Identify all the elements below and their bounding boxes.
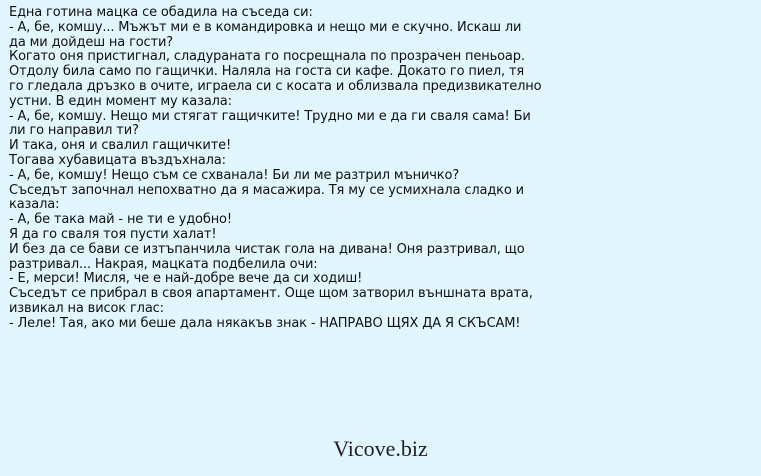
joke-line: И без да се бави се изтъпанчила чистак гола на дивана! Оня разтривал, що (9, 241, 525, 257)
joke-line: - Леле! Тая, ако ми беше дала някакъв знак - НАПРАВО ЩЯХ ДА Я СКЪСАМ! (9, 315, 521, 331)
site-watermark: Vicove.biz (333, 436, 428, 461)
joke-line: устни. В един момент му казала: (9, 93, 232, 109)
joke-line: - А, бе, комшу! Нещо съм се схванала! Би ли ме разтрил мъничко? (9, 167, 460, 183)
joke-line: - Е, мерси! Мисля, че е най-добре вече да си ходиш! (9, 271, 363, 287)
joke-line: Съседът започнал непохватно да я масажира. Тя му се усмихнала сладко и (9, 182, 524, 198)
joke-line: Отдолу била само по гащички. Наляла на госта си кафе. Докато го пиел, тя (9, 64, 525, 80)
joke-line: Една готина мацка се обадила на съседа си: (9, 5, 313, 20)
joke-line: го гледала дръзко в очите, играела си с косата и облизвала предизвикателно (9, 78, 542, 94)
joke-line: ли го направил ти? (9, 123, 139, 139)
joke-line: - А, бе така май - не ти е удобно! (9, 212, 232, 228)
joke-line: Съседът се прибрал в своя апартамент. Още щом затворил външната врата, (9, 286, 533, 302)
joke-line: И така, оня и свалил гащичките! (9, 138, 232, 154)
joke-line: Тогава хубавицата въздъхнала: (9, 152, 226, 168)
joke-line: разтривал... Накрая, мацката подбелила очи: (9, 256, 318, 272)
joke-line: - А, бе, комшу... Мъжът ми е в командировка и нещо ми е скучно. Искаш ли (9, 19, 522, 35)
joke-line: Когато оня пристигнал, сладураната го посрещнала по прозрачен пеньоар. (9, 49, 525, 65)
joke-line: да ми дойдеш на гости? (9, 34, 174, 50)
joke-line: Я да го сваля тоя пусти халат! (9, 226, 217, 242)
joke-line: казала: (9, 197, 60, 213)
joke-text (9, 6, 754, 332)
joke-line: - А, бе, комшу. Нещо ми стягат гащичките! Трудно ми е да ги сваля сама! Би (9, 108, 531, 124)
joke-line: извикал на висок глас: (9, 300, 164, 316)
